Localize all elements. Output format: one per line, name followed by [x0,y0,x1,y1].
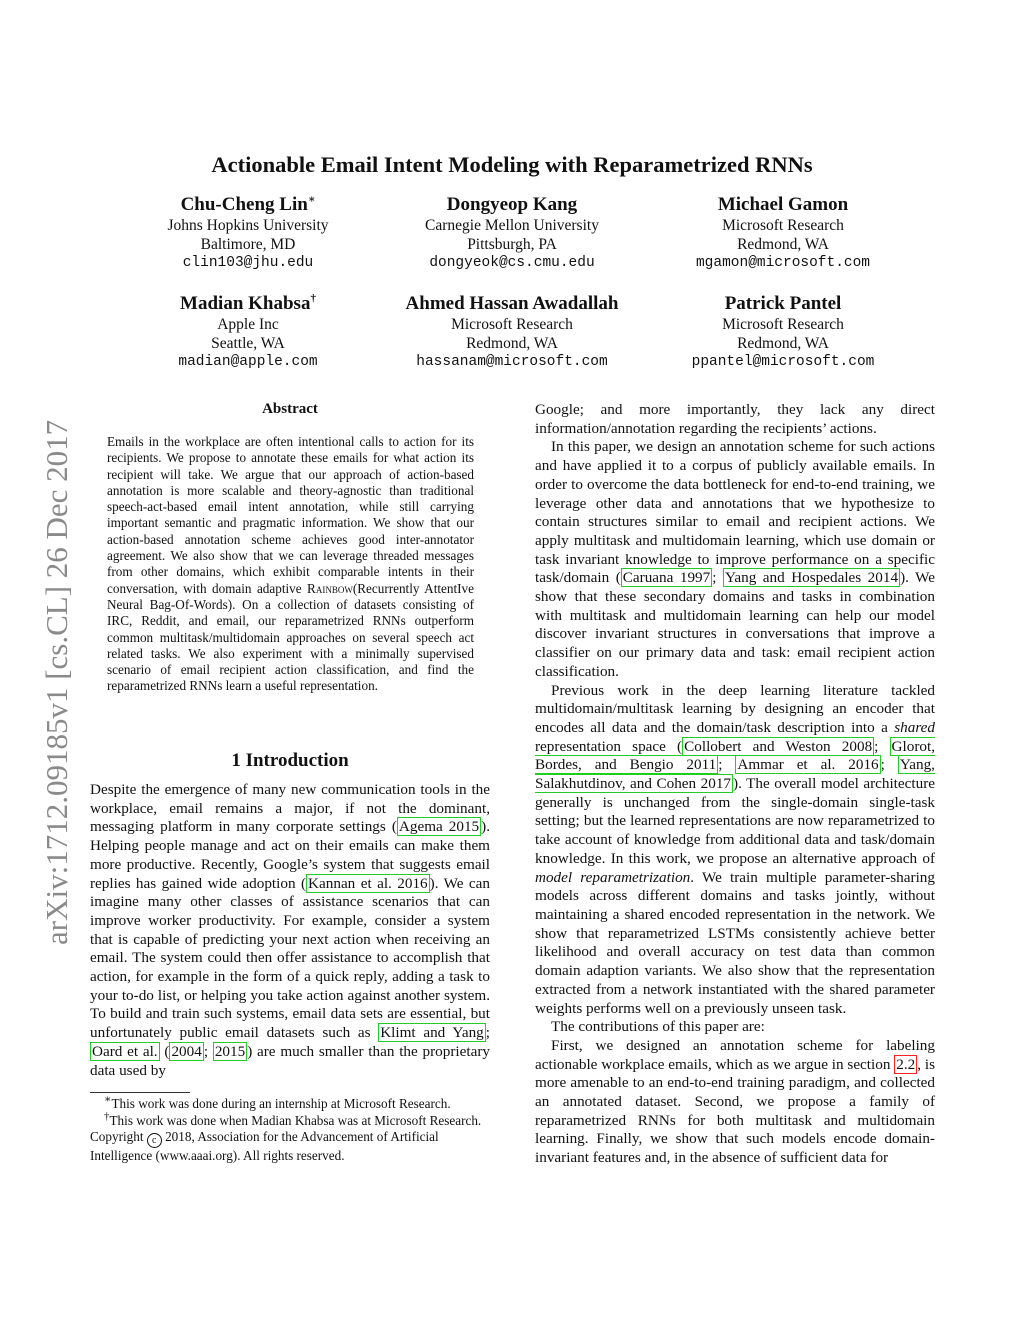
author-location: Pittsburgh, PA [467,236,557,253]
author-location: Baltimore, MD [200,236,296,253]
footnote: ∗This work was done during an internship at Microsoft Research. [104,1093,451,1111]
author-email[interactable]: mgamon@microsoft.com [695,255,871,271]
author-location: Redmond, WA [737,335,829,352]
citation-link[interactable]: 2015 [214,1042,246,1060]
section-reference-link[interactable]: 2.2 [896,1055,916,1073]
author-name: Ahmed Hassan Awadallah [405,293,619,314]
author-affiliation: Microsoft Research [451,316,573,333]
author-email[interactable]: madian@apple.com [178,354,318,370]
author-name: Chu-Cheng Lin∗ [180,193,316,215]
arxiv-identifier: arXiv:1712.09185v1 [cs.CL] 26 Dec 2017 [39,419,74,945]
author-block [372,193,652,273]
footnote: †This work was done when Madian Khabsa was at Microsoft Research. [104,1110,482,1128]
citation-link[interactable]: Agema 2015 [398,818,480,836]
rainbow-model-name: Rainbow [307,580,353,596]
citation-link[interactable]: 2004 [171,1042,202,1060]
abstract-text: Emails in the workplace are often intentional calls to action for its recipients. We propose to annotate these emails for what action its recipient will take. We argue that our approach of action-based annotation is more scalable and theory-agnostic than traditional speech-act-based email intent annotation, while still carrying important semantic and pragmatic information. We show that our action-based annotation scheme achieves good inter-annotator agreement. We also show that we can leverage threaded messages from other domains, which exhibit comparable intents in their conversation, with domain adaptive Rainbow(Recurrently AttentIve Neural Bag-Of-Words). On a collection of datasets consisting of IRC, Reddit, and email, our reparametrized RNNs outperform common multitask/multidomain approaches on several speech act related tasks. We also experiment with a minimally supervised scenario of email recipient action classification, and find the reparametrized RNNs learn a useful representation. [107,434,474,694]
citation-link[interactable]: Caruana 1997 [622,569,711,587]
footnotes [90,1093,490,1165]
author-email[interactable]: dongyeok@cs.cmu.edu [429,255,595,271]
paragraph: First, we designed an annotation scheme for labeling actionable workplace emails, which as we argue in section 2.2 , is more amenable to an end-to-end training paradigm, and collected an annotated dataset. Second, we propose a family of reparametrized RNNs for both multitask and multidomain learning. Finally, we show that such models encode domain-invariant features and, in the absence of sufficient data for [535,1036,935,1167]
author-block [372,292,652,372]
author-block [108,193,388,273]
left-column-text [90,781,490,1080]
right-column-text [535,401,935,1168]
author-location: Redmond, WA [466,335,558,352]
citation-link[interactable]: Yang, Salakhutdinov, and Cohen 2017 [535,756,935,793]
author-name: Patrick Pantel [724,293,842,314]
author-email[interactable]: hassanam@microsoft.com [416,354,608,370]
author-block [108,292,388,372]
copyright-notice: Copyright c 2018, Association for the Advancement of Artificial Intelligence (www.aaai.org). All rights reserved. [90,1129,439,1163]
author-affiliation: Microsoft Research [722,316,844,333]
paper-title: Actionable Email Intent Modeling with Reparametrized RNNs [211,152,813,177]
citation-link[interactable]: Ammar et al. 2016 [737,756,879,774]
abstract-heading: Abstract [262,401,318,417]
paragraph: Despite the emergence of many new communication tools in the workplace, email remains a major, if not the dominant, messaging platform in many corporate settings ( Agema 2015 ). Helping people manage and act on their emails can make them more productive. Recently, Google’s system that suggests email replies has gained wide adoption ( Kannan et al. 2016 ). We can imagine many other classes of assistance scenarios that can improve worker productivity. For example, consider a system that is capable of predicting your next action when receiving an email. The system could then offer assistance to accomplish that action, for example in the form of a quick reply, adding a task to your to-do list, or helping you take action against another system. To build and train such systems, email data sets are essential, but unfortunately public email datasets such as Klimt and Yang ; Oard et al. ( 2004 ; 2015 ) are much smaller than the proprietary data used by [90,781,490,1079]
citation-link[interactable]: Kannan et al. 2016 [308,874,428,892]
author-location: Seattle, WA [211,335,285,352]
citation-link[interactable]: Klimt and Yang [380,1024,484,1042]
author-affiliation: Johns Hopkins University [167,217,329,234]
citation-link[interactable]: Oard et al. [92,1042,158,1060]
citation-link[interactable]: Collobert and Weston 2008 [684,737,873,755]
citation-link[interactable]: Glorot, Bordes, and Bengio 2011 [535,737,935,774]
author-block [643,193,923,273]
author-email[interactable]: ppantel@microsoft.com [691,354,875,370]
author-affiliation: Carnegie Mellon University [425,217,599,234]
paragraph: Previous work in the deep learning literature tackled multidomain/multitask learning by designing an encoder that encodes all data and the domain/task description into a shared representation space ( Collobert and Weston 2008 ; Glorot, Bordes, and Bengio 2011 ; Ammar et al. 2016 ; Yang, Salakhutdinov, and Cohen 2017 ). The overall model architecture generally is unchanged from the single-domain single-task setting; but the learned representations are now reparametrized to take account of knowledge from additional data and task/domain knowledge. In this work, we propose an alternative approach of model reparametrization. We train multiple parameter-sharing models across different domains and tasks jointly, without maintaining a shared encoded representation in the network. We show that reparametrized LSTMs consistently achieve better likelihood and overall accuracy on test data than common domain adaption variants. We also show that the representation extracted from a network instantiated with the shared parameter weights performs well on a previously unseen task. [535,681,935,1017]
author-affiliation: Apple Inc [217,316,279,333]
copyright-icon: c [147,1133,162,1148]
author-affiliation: Microsoft Research [722,217,844,234]
paragraph: Google; and more importantly, they lack any direct information/annotation regarding the recipients’ actions. [535,401,935,437]
author-block [643,292,923,372]
paragraph: In this paper, we design an annotation scheme for such actions and have applied it to a corpus of publicly available emails. In order to overcome the data bottleneck for end-to-end training, we leverage other data and annotations that we hypothesize to contain structures similar to email and recipient actions. We apply multitask and multidomain learning, which use domain or task invariant knowledge to improve performance on a specific task/domain ( Caruana 1997 ; Yang and Hospedales 2014 ). We show that these secondary domains and tasks in combination with multitask and multidomain learning can help our model discover invariant structures in conversations that improve a classifier on our primary data and task: email recipient action classification. [535,438,935,680]
author-location: Redmond, WA [737,236,829,253]
section-heading-introduction: 1 Introduction [231,750,349,771]
author-name: Dongyeop Kang [446,194,578,215]
author-name: Madian Khabsa† [180,292,316,314]
author-email[interactable]: clin103@jhu.edu [182,255,314,271]
author-name: Michael Gamon [717,194,849,215]
citation-link[interactable]: Yang and Hospedales 2014 [724,569,899,587]
paragraph: The contributions of this paper are: [551,1018,765,1036]
